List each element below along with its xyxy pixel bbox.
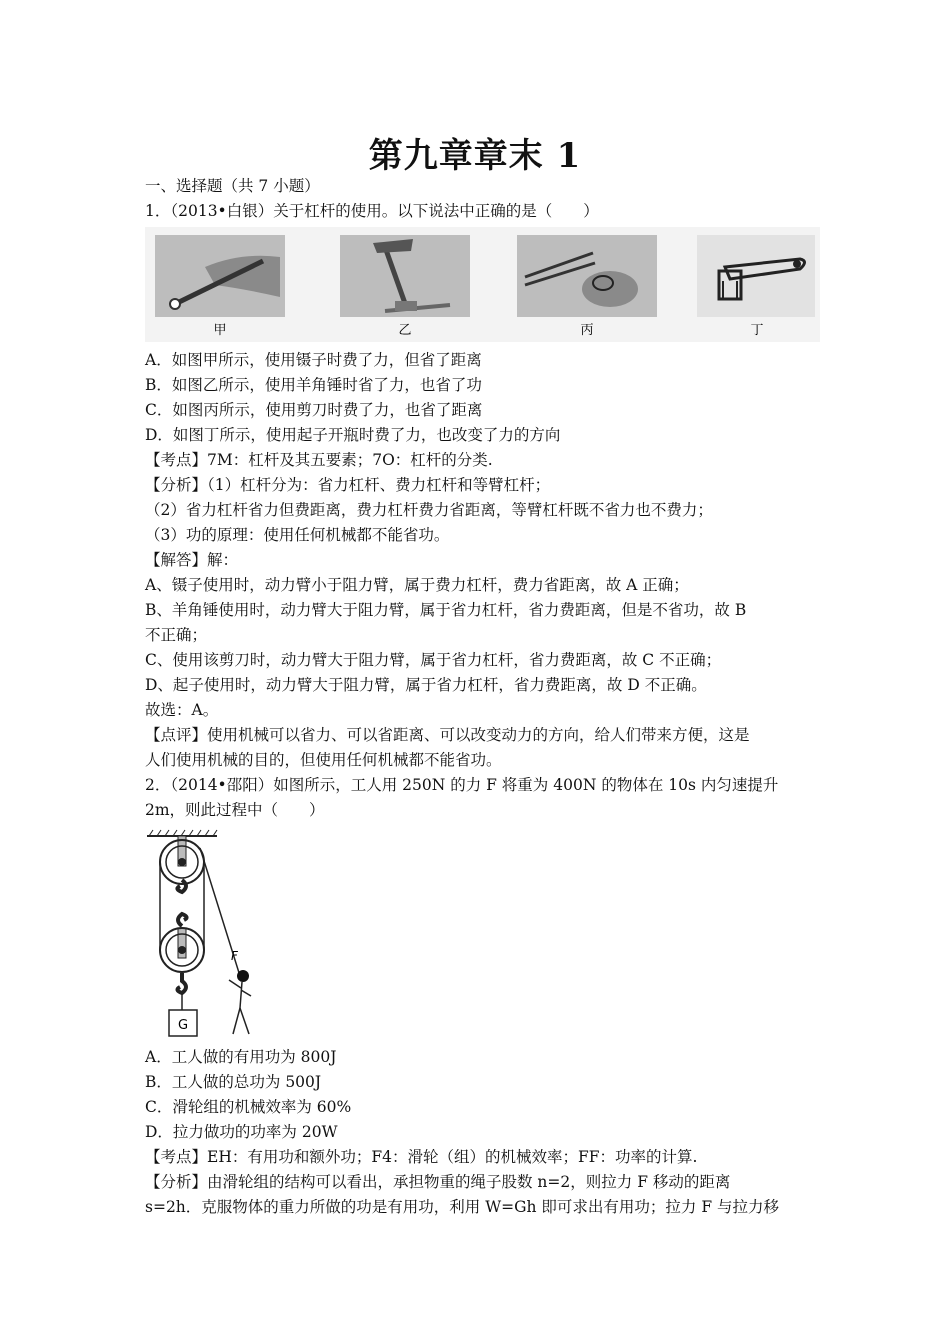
q1-stem: 1．（2013•白银）关于杠杆的使用。以下说法中正确的是（ ） xyxy=(145,202,599,220)
scissors-image xyxy=(517,235,657,317)
q1-comment-2: 人们使用机械的目的，但使用任何机械都不能省功。 xyxy=(145,751,502,769)
q2-kaodian: 【考点】EH：有用功和额外功；F4：滑轮（组）的机械效率；FF：功率的计算. xyxy=(145,1148,698,1166)
q1-analysis-3: （3）功的原理：使用任何机械都不能省功。 xyxy=(145,526,450,544)
bottle-opener-image xyxy=(697,235,815,317)
q2-stem-2: 2m，则此过程中（ ） xyxy=(145,801,325,819)
q1-analysis-2: （2）省力杠杆省力但费距离，费力杠杆费力省距离，等臂杠杆既不省力也不费力； xyxy=(145,501,713,519)
figure-label-ding: 丁 xyxy=(750,323,764,338)
q2-option-a: A．工人做的有用功为 800J xyxy=(145,1048,337,1066)
q2-pulley-figure xyxy=(145,828,265,1040)
q1-solution-3: B、羊角锤使用时，动力臂大于阻力臂，属于省力杠杆，省力费距离，但是不省功，故 B xyxy=(145,601,747,619)
figure-label-bing: 丙 xyxy=(580,323,594,338)
q2-option-c: C．滑轮组的机械效率为 60% xyxy=(145,1098,352,1116)
hammer-image xyxy=(340,235,470,317)
section-heading: 一、选择题（共 7 小题） xyxy=(145,177,320,195)
q2-option-d: D．拉力做功的功率为 20W xyxy=(145,1123,338,1141)
q1-solution-1: 【解答】解： xyxy=(145,551,239,569)
q1-solution-4: 不正确； xyxy=(145,626,208,644)
q1-lever-figure xyxy=(145,227,820,342)
force-label: F xyxy=(231,949,238,963)
page-title: 第九章章末 1 xyxy=(368,136,582,176)
q1-solution-6: D、起子使用时，动力臂大于阻力臂，属于省力杠杆，省力费距离，故 D 不正确。 xyxy=(145,676,707,694)
figure-label-yi: 乙 xyxy=(398,323,412,338)
q1-option-a: A．如图甲所示，使用镊子时费了力，但省了距离 xyxy=(145,351,482,369)
figure-label-jia: 甲 xyxy=(213,323,227,338)
weight-label: G xyxy=(177,1018,189,1033)
q1-solution-5: C、使用该剪刀时，动力臂大于阻力臂，属于省力杠杆，省力费距离，故 C 不正确； xyxy=(145,651,722,669)
q2-stem-1: 2．（2014•邵阳）如图所示，工人用 250N 的力 F 将重为 400N 的物体在 10s 内匀速提升 xyxy=(145,776,779,794)
q2-analysis-2: s=2h．克服物体的重力所做的功是有用功，利用 W=Gh 即可求出有用功；拉力 F 与拉力移 xyxy=(145,1198,780,1216)
q1-option-d: D．如图丁所示，使用起子开瓶时费了力，也改变了力的方向 xyxy=(145,426,561,444)
q1-option-c: C．如图丙所示，使用剪刀时费了力，也省了距离 xyxy=(145,401,483,419)
q1-analysis-1: 【分析】（1）杠杆分为：省力杠杆、费力杠杆和等臂杠杆； xyxy=(145,476,551,494)
tweezers-image xyxy=(155,235,285,317)
q2-option-b: B．工人做的总功为 500J xyxy=(145,1073,322,1091)
q2-analysis-1: 【分析】由滑轮组的结构可以看出，承担物重的绳子股数 n=2，则拉力 F 移动的距离 xyxy=(145,1173,731,1191)
q1-solution-7: 故选：A。 xyxy=(145,701,219,719)
q1-option-b: B．如图乙所示，使用羊角锤时省了力，也省了功 xyxy=(145,376,482,394)
q1-comment-1: 【点评】使用机械可以省力、可以省距离、可以改变动力的方向，给人们带来方便，这是 xyxy=(145,726,750,744)
q1-solution-2: A、镊子使用时，动力臂小于阻力臂，属于费力杠杆，费力省距离，故 A 正确； xyxy=(145,576,689,594)
q1-kaodian: 【考点】7M：杠杆及其五要素；7O：杠杆的分类. xyxy=(145,451,493,469)
